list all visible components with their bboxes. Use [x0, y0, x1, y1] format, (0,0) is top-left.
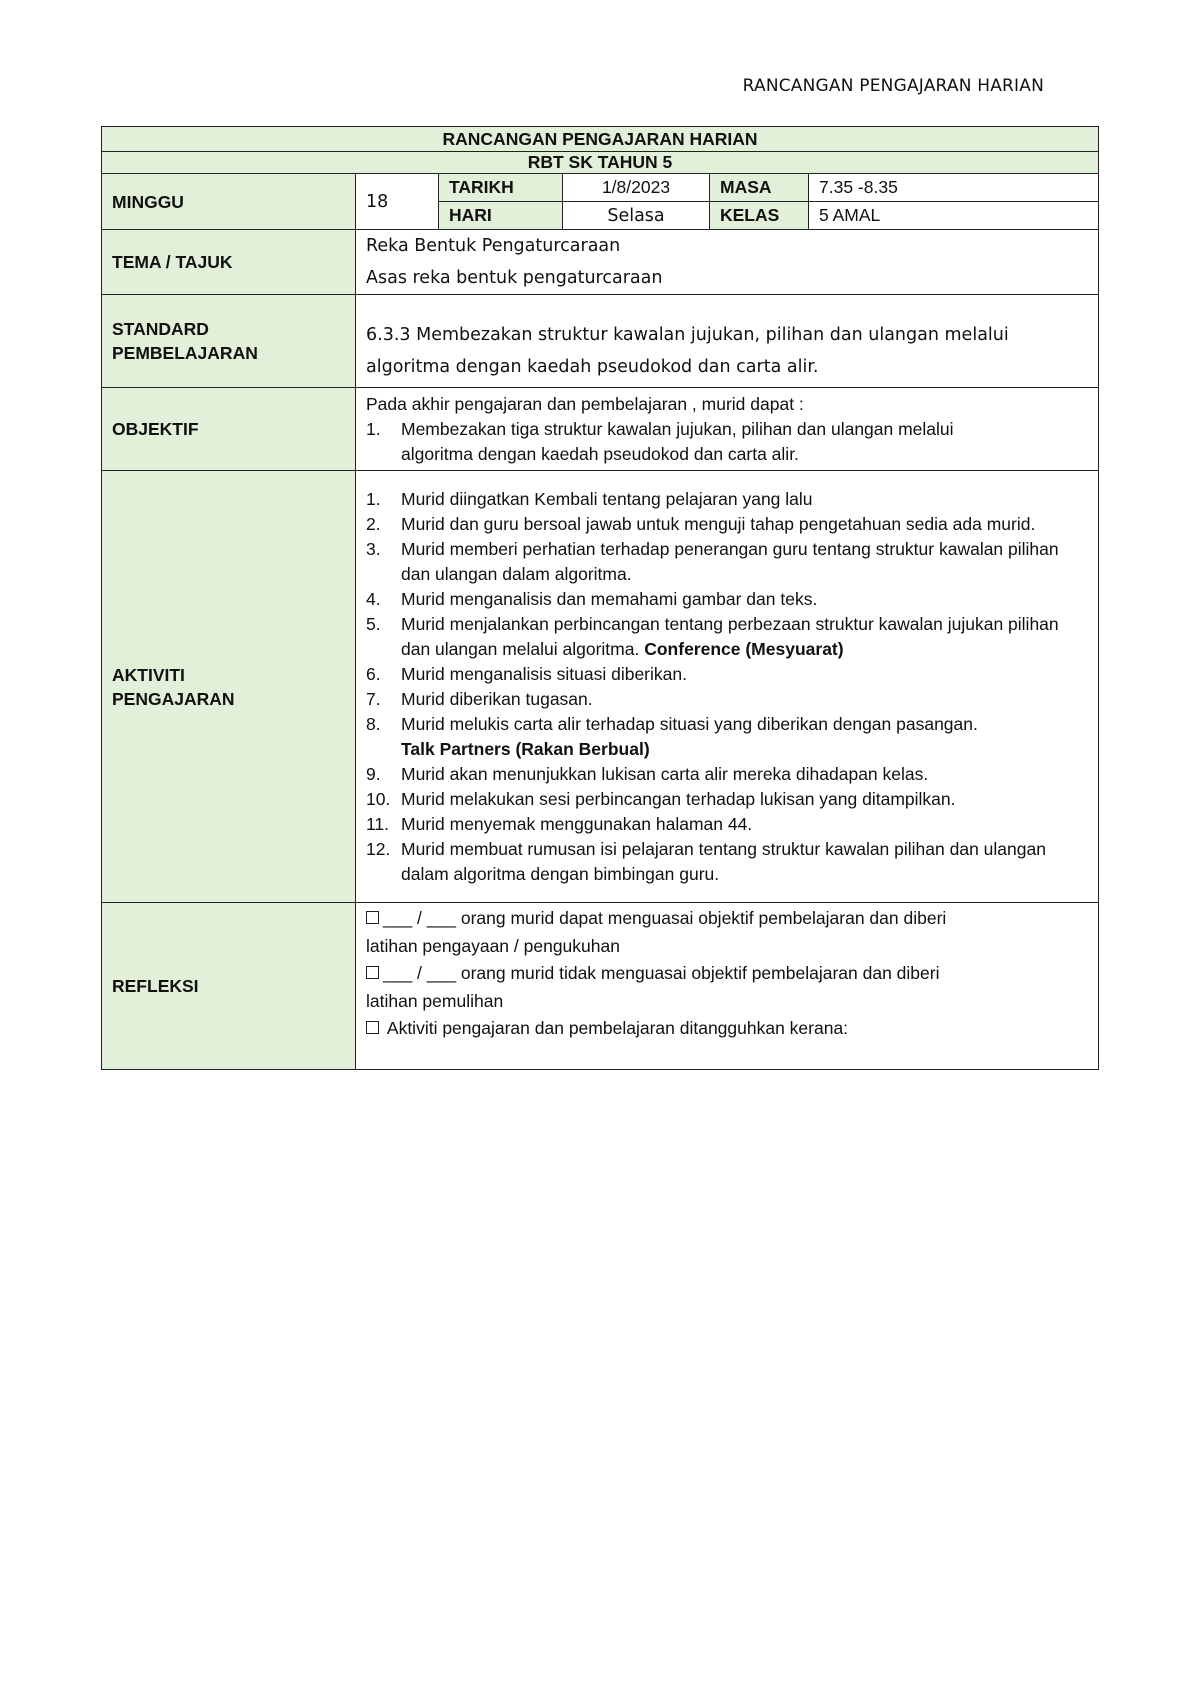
item-text: Murid diberikan tugasan. — [401, 688, 593, 709]
standard-text-1: Membezakan struktur kawalan jujukan, pilihan dan ulangan melalui — [410, 325, 1009, 345]
banner-subtitle-row — [102, 152, 1099, 174]
item-text: Murid menganalisis situasi diberikan. — [401, 663, 687, 684]
standard-label — [102, 295, 356, 388]
item-text: Murid dan guru bersoal jawab untuk menguji tahap pengetahuan sedia ada murid. — [401, 513, 1036, 534]
list-item — [366, 762, 1084, 787]
standard-code: 6.3.3 — [366, 325, 411, 345]
refleksi-content — [356, 903, 1099, 1070]
item-number: 1. — [366, 418, 381, 439]
standard-row — [102, 295, 1099, 388]
tema-row — [102, 230, 1099, 295]
list-item — [366, 787, 1084, 812]
refleksi-line-3: ___ / ___ orang murid tidak menguasai objektif pembelajaran dan diberi — [383, 963, 940, 983]
item-text: Murid menganalisis dan memahami gambar dan teks. — [401, 588, 818, 609]
objektif-row — [102, 388, 1099, 471]
aktiviti-label — [102, 471, 356, 903]
hari-label: HARI — [439, 202, 563, 230]
item-number: 1. — [366, 488, 381, 509]
minggu-value: 18 — [356, 174, 439, 230]
item-number: 2. — [366, 513, 381, 534]
kelas-label: KELAS — [710, 202, 809, 230]
item-number: 4. — [366, 588, 381, 609]
list-item — [366, 662, 1084, 687]
checkbox-icon[interactable] — [366, 966, 379, 979]
item-number: 9. — [366, 763, 381, 784]
objektif-item-line-2: algoritma dengan kaedah pseudokod dan carta alir. — [401, 443, 799, 464]
item-number: 3. — [366, 538, 381, 559]
aktiviti-list — [366, 487, 1084, 887]
tarikh-label: TARIKH — [439, 174, 563, 202]
tema-line-2: Asas reka bentuk pengaturcaraan — [366, 268, 663, 288]
tema-label: TEMA / TAJUK — [102, 230, 356, 295]
tema-content — [356, 230, 1099, 295]
aktiviti-label-1: AKTIVITI — [112, 664, 185, 685]
aktiviti-row — [102, 471, 1099, 903]
list-item — [366, 587, 1084, 612]
refleksi-line-4: latihan pemulihan — [366, 990, 504, 1011]
item-text: Murid melakukan sesi perbincangan terhadap lukisan yang ditampilkan. — [401, 788, 956, 809]
item-text: Murid membuat rumusan isi pelajaran tentang struktur kawalan pilihan dan ulangan dalam algoritma dengan bimbingan guru. — [401, 838, 1046, 884]
tarikh-value: 1/8/2023 — [563, 174, 710, 202]
objektif-intro: Pada akhir pengajaran dan pembelajaran , murid dapat : — [366, 393, 804, 414]
refleksi-label: REFLEKSI — [102, 903, 356, 1070]
item-text: Murid menjalankan perbincangan tentang perbezaan struktur kawalan jujukan pilihan dan ulangan melalui algoritma. — [401, 613, 1059, 659]
item-number: 11. — [366, 813, 390, 834]
objektif-item-line-1: Membezakan tiga struktur kawalan jujukan, pilihan dan ulangan melalui — [401, 418, 954, 439]
refleksi-row — [102, 903, 1099, 1070]
item-text: Murid diingatkan Kembali tentang pelajaran yang lalu — [401, 488, 813, 509]
objektif-label: OBJEKTIF — [102, 388, 356, 471]
list-item — [366, 512, 1084, 537]
list-item — [366, 712, 1084, 762]
objektif-content — [356, 388, 1099, 471]
kelas-value: 5 AMAL — [809, 202, 1099, 230]
standard-label-1: STANDARD — [112, 319, 209, 339]
aktiviti-content — [356, 471, 1099, 903]
objektif-list — [366, 417, 1088, 467]
item-number: 12. — [366, 838, 391, 859]
standard-content — [356, 295, 1099, 388]
banner-title-row — [102, 127, 1099, 152]
item-number: 10. — [366, 788, 391, 809]
hari-value: Selasa — [563, 202, 710, 230]
page-header: RANCANGAN PENGAJARAN HARIAN — [742, 76, 1044, 96]
list-item — [366, 487, 1084, 512]
item-number: 6. — [366, 663, 381, 684]
item-number: 7. — [366, 688, 381, 709]
list-item — [366, 417, 1088, 467]
tema-line-1: Reka Bentuk Pengaturcaraan — [366, 236, 621, 256]
refleksi-line-5: Aktiviti pengajaran dan pembelajaran ditangguhkan kerana: — [383, 1018, 849, 1038]
banner-title: RANCANGAN PENGAJARAN HARIAN — [102, 127, 1099, 152]
lesson-plan-table — [101, 126, 1099, 1070]
banner-subtitle: RBT SK TAHUN 5 — [102, 152, 1099, 174]
refleksi-line-1: ___ / ___ orang murid dapat menguasai objektif pembelajaran dan diberi — [383, 908, 947, 928]
minggu-label: MINGGU — [102, 174, 356, 230]
masa-label: MASA — [710, 174, 809, 202]
item-strategy: Conference (Mesyuarat) — [644, 638, 844, 659]
item-number: 8. — [366, 713, 381, 734]
list-item — [366, 837, 1084, 887]
standard-label-2: PEMBELAJARAN — [112, 343, 258, 363]
item-text: Murid memberi perhatian terhadap penerangan guru tentang struktur kawalan pilihan dan ulangan dalam algoritma. — [401, 538, 1059, 584]
item-strategy: Talk Partners (Rakan Berbual) — [401, 738, 650, 759]
list-item — [366, 612, 1084, 662]
list-item — [366, 687, 1084, 712]
list-item — [366, 537, 1084, 587]
item-number: 5. — [366, 613, 381, 634]
masa-value: 7.35 -8.35 — [809, 174, 1099, 202]
list-item — [366, 812, 1084, 837]
refleksi-line-2: latihan pengayaan / pengukuhan — [366, 935, 620, 956]
standard-text-2: algoritma dengan kaedah pseudokod dan carta alir. — [366, 357, 819, 377]
info-row-1 — [102, 174, 1099, 202]
aktiviti-label-2: PENGAJARAN — [112, 688, 235, 709]
checkbox-icon[interactable] — [366, 911, 379, 924]
item-text: Murid melukis carta alir terhadap situasi yang diberikan dengan pasangan. — [401, 713, 978, 734]
item-text: Murid akan menunjukkan lukisan carta alir mereka dihadapan kelas. — [401, 763, 929, 784]
item-text: Murid menyemak menggunakan halaman 44. — [401, 813, 753, 834]
checkbox-icon[interactable] — [366, 1021, 379, 1034]
